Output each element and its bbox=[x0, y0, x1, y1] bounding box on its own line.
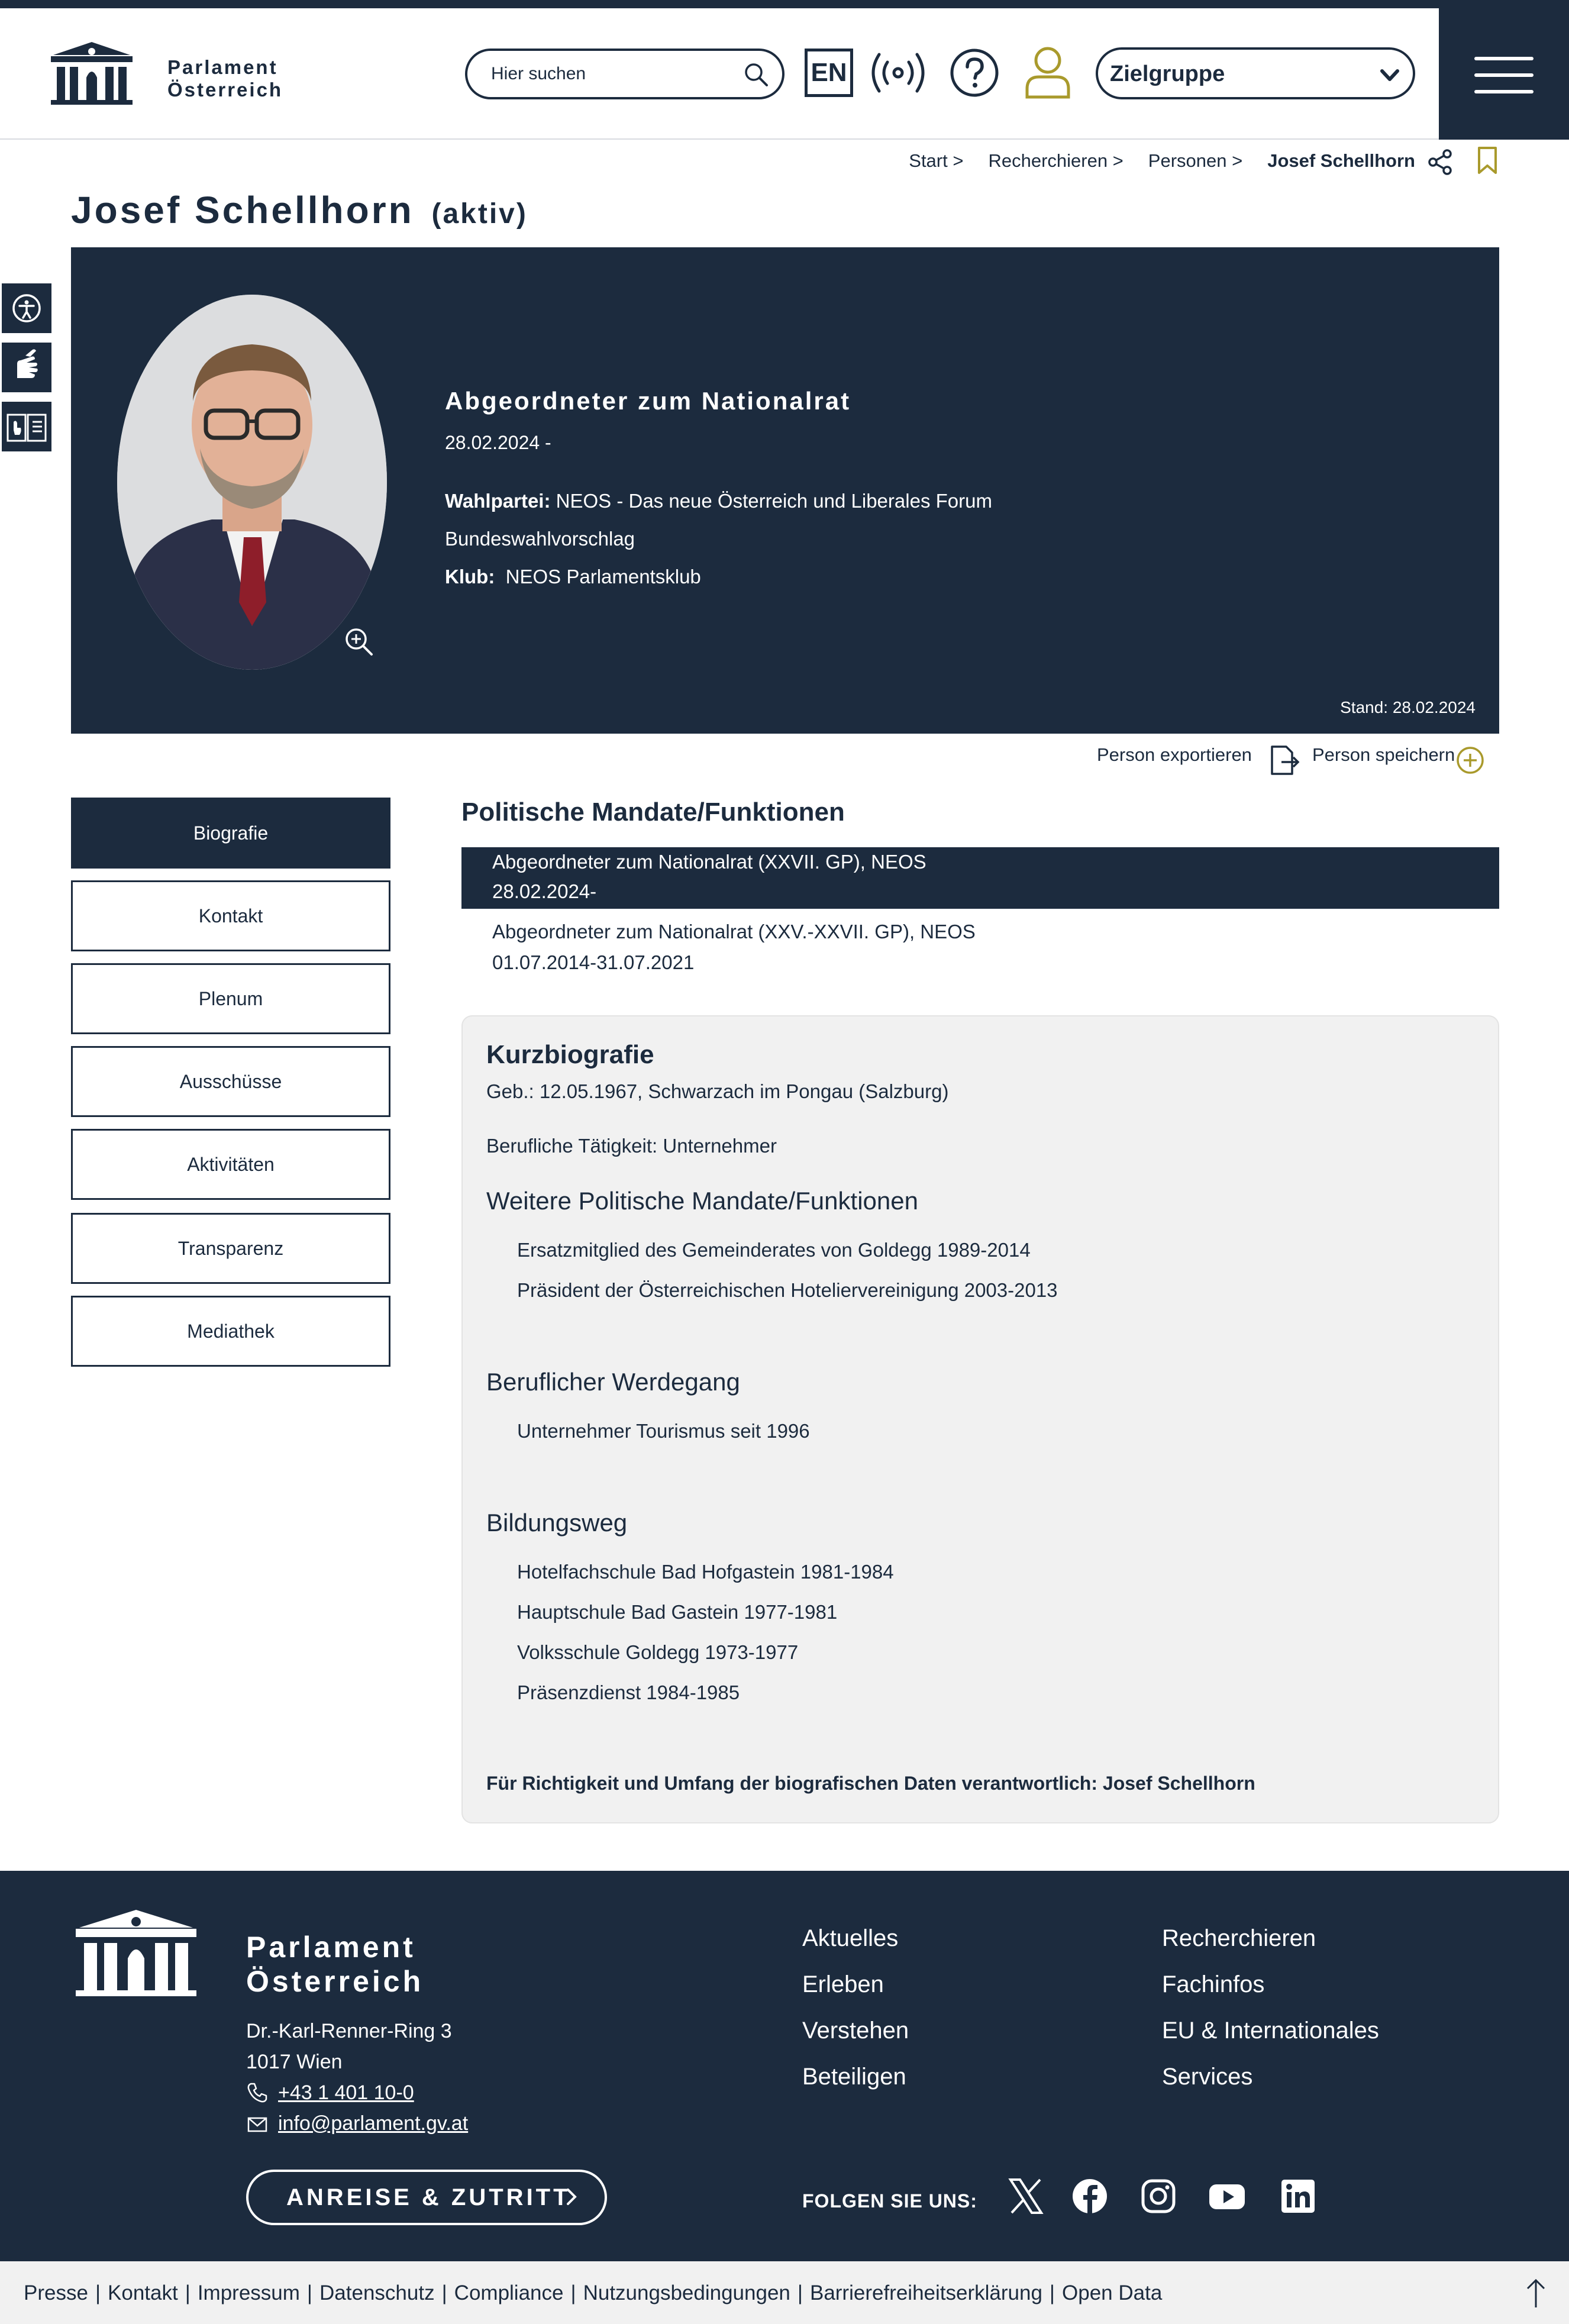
breadcrumb-personen[interactable]: Personen > bbox=[1148, 150, 1243, 171]
portrait-image bbox=[117, 295, 387, 670]
chevron-right-icon bbox=[562, 2187, 581, 2206]
person-portrait[interactable] bbox=[117, 295, 387, 670]
footer-link-recherchieren[interactable]: Recherchieren bbox=[1162, 1925, 1316, 1951]
footer-brand-line2: Österreich bbox=[246, 1965, 424, 1998]
further-mandates-title: Weitere Politische Mandate/Funktionen bbox=[486, 1187, 918, 1215]
tab-biografie[interactable]: Biografie bbox=[71, 798, 390, 869]
list-item: Hotelfachschule Bad Hofgastein 1981-1984 bbox=[517, 1561, 894, 1583]
bio-born: Geb.: 12.05.1967, Schwarzach im Pongau (Salzburg) bbox=[486, 1080, 949, 1102]
legal-link-barrierefreiheit[interactable]: Barrierefreiheitserklärung bbox=[809, 2281, 1042, 2304]
party-label: Wahlpartei: bbox=[445, 490, 551, 512]
anreise-label: ANREISE & ZUTRITT bbox=[286, 2184, 571, 2210]
list-item: Präsident der Österreichischen Hoteliervereinigung 2003-2013 bbox=[517, 1279, 1058, 1301]
legal-link-impressum[interactable]: Impressum bbox=[197, 2281, 300, 2304]
facebook-icon[interactable] bbox=[1071, 2177, 1109, 2215]
footer-link-beteiligen[interactable]: Beteiligen bbox=[802, 2064, 906, 2090]
add-circle-icon[interactable] bbox=[1455, 745, 1485, 775]
sign-language-icon bbox=[2, 343, 51, 392]
mail-icon bbox=[246, 2113, 269, 2136]
bio-footnote: Für Richtigkeit und Umfang der biografischen Daten verantwortlich: Josef Schellhorn bbox=[486, 1773, 1255, 1794]
mandate-item[interactable] bbox=[461, 915, 1499, 981]
list-item: Volksschule Goldegg 1973-1977 bbox=[517, 1641, 799, 1663]
separator: | bbox=[570, 2281, 576, 2304]
x-icon[interactable] bbox=[1007, 2177, 1045, 2215]
instagram-icon[interactable] bbox=[1139, 2177, 1177, 2215]
linkedin-icon[interactable] bbox=[1279, 2177, 1317, 2215]
logo-line1: Parlament bbox=[167, 56, 278, 78]
club-label: Klub: bbox=[445, 566, 495, 588]
broadcast-icon[interactable] bbox=[869, 47, 928, 98]
top-line bbox=[0, 0, 1569, 8]
legal-bar bbox=[0, 2261, 1569, 2324]
menu-icon-line bbox=[1474, 73, 1534, 77]
footer-link-fachinfos[interactable]: Fachinfos bbox=[1162, 1971, 1265, 1997]
person-status: (aktiv) bbox=[431, 198, 528, 230]
footer-link-services[interactable]: Services bbox=[1162, 2064, 1253, 2090]
separator: | bbox=[185, 2281, 191, 2304]
mandate-item-active[interactable] bbox=[461, 847, 1499, 909]
tab-plenum[interactable]: Plenum bbox=[71, 963, 390, 1034]
person-name: Josef Schellhorn bbox=[71, 189, 414, 231]
party-line bbox=[445, 490, 992, 512]
legal-link-opendata[interactable]: Open Data bbox=[1062, 2281, 1163, 2304]
footer-street: Dr.-Karl-Renner-Ring 3 bbox=[246, 2020, 452, 2042]
footer-link-eu[interactable]: EU & Internationales bbox=[1162, 2018, 1379, 2044]
club-value: NEOS Parlamentsklub bbox=[505, 566, 701, 588]
footer-logo-icon[interactable] bbox=[71, 1904, 201, 1999]
footer-brand-line1: Parlament bbox=[246, 1931, 416, 1964]
export-icon[interactable] bbox=[1267, 744, 1300, 777]
share-icon[interactable] bbox=[1426, 148, 1454, 176]
separator: | bbox=[797, 2281, 803, 2304]
footer-phone-link[interactable]: +43 1 401 10-0 bbox=[278, 2081, 414, 2104]
tab-transparenz[interactable]: Transparenz bbox=[71, 1213, 390, 1284]
easy-language-icon bbox=[2, 402, 51, 451]
youtube-icon[interactable] bbox=[1208, 2177, 1246, 2215]
role-title: Abgeordneter zum Nationalrat bbox=[445, 387, 851, 415]
party-value: NEOS - Das neue Österreich und Liberales Forum bbox=[556, 490, 992, 512]
legal-link-presse[interactable]: Presse bbox=[24, 2281, 88, 2304]
list-item: Unternehmer Tourismus seit 1996 bbox=[517, 1420, 810, 1442]
mandate-line1: Abgeordneter zum Nationalrat (XXV.-XXVII. GP), NEOS bbox=[492, 921, 976, 942]
chevron-down-icon bbox=[1377, 63, 1402, 88]
legal-link-datenschutz[interactable]: Datenschutz bbox=[319, 2281, 435, 2304]
footer-email-link[interactable]: info@parlament.gv.at bbox=[278, 2112, 469, 2135]
search-icon[interactable] bbox=[743, 62, 769, 88]
footer-brand bbox=[246, 1930, 424, 1999]
help-icon[interactable] bbox=[949, 47, 1000, 98]
user-icon[interactable] bbox=[1024, 45, 1072, 99]
parliament-logo-icon bbox=[47, 38, 136, 107]
legal-link-kontakt[interactable]: Kontakt bbox=[108, 2281, 178, 2304]
anreise-button[interactable] bbox=[246, 2170, 607, 2225]
site-footer bbox=[0, 1871, 1569, 2261]
tab-ausschuesse[interactable]: Ausschüsse bbox=[71, 1046, 390, 1117]
breadcrumb-recherchieren[interactable]: Recherchieren > bbox=[988, 150, 1124, 171]
sign-language-button[interactable] bbox=[0, 341, 53, 394]
logo-line2: Österreich bbox=[167, 79, 283, 101]
audience-label: Zielgruppe bbox=[1110, 62, 1225, 86]
bookmark-icon[interactable] bbox=[1474, 146, 1500, 176]
save-person-link[interactable]: Person speichern bbox=[1312, 744, 1455, 765]
menu-icon bbox=[1474, 57, 1534, 60]
bio-job: Berufliche Tätigkeit: Unternehmer bbox=[486, 1135, 777, 1157]
phone-icon bbox=[246, 2081, 269, 2104]
bio-title: Kurzbiografie bbox=[486, 1040, 654, 1069]
legal-link-compliance[interactable]: Compliance bbox=[454, 2281, 564, 2304]
footer-link-aktuelles[interactable]: Aktuelles bbox=[802, 1925, 899, 1951]
separator: | bbox=[441, 2281, 447, 2304]
language-button[interactable]: EN bbox=[805, 49, 853, 97]
separator: | bbox=[1049, 2281, 1055, 2304]
tab-aktivitaeten[interactable]: Aktivitäten bbox=[71, 1129, 390, 1200]
mandate-line2: 28.02.2024- bbox=[492, 880, 597, 902]
search-box[interactable] bbox=[465, 49, 784, 99]
footer-link-verstehen[interactable]: Verstehen bbox=[802, 2018, 909, 2044]
mandate-line2: 01.07.2014-31.07.2021 bbox=[492, 951, 695, 973]
mandates-title: Politische Mandate/Funktionen bbox=[461, 798, 845, 827]
accessibility-icon bbox=[2, 283, 51, 333]
mandate-line1: Abgeordneter zum Nationalrat (XXVII. GP), NEOS bbox=[492, 851, 926, 873]
menu-icon-line bbox=[1474, 90, 1534, 93]
menu-button[interactable] bbox=[1439, 8, 1569, 140]
zoom-in-icon[interactable] bbox=[343, 626, 375, 658]
tab-mediathek[interactable]: Mediathek bbox=[71, 1296, 390, 1367]
legal-links bbox=[24, 2281, 1162, 2305]
separator: | bbox=[306, 2281, 313, 2304]
separator: | bbox=[95, 2281, 101, 2304]
party-line2: Bundeswahlvorschlag bbox=[445, 528, 635, 550]
list-item: Ersatzmitglied des Gemeinderates von Goldegg 1989-2014 bbox=[517, 1239, 1031, 1261]
arrow-up-icon[interactable] bbox=[1523, 2277, 1549, 2310]
audience-select[interactable] bbox=[1096, 47, 1415, 99]
role-date: 28.02.2024 - bbox=[445, 432, 551, 453]
short-biography bbox=[461, 1015, 1499, 1823]
club-line bbox=[445, 566, 701, 588]
list-item: Präsenzdienst 1984-1985 bbox=[517, 1681, 740, 1703]
search-input[interactable] bbox=[491, 60, 728, 88]
breadcrumb-start[interactable]: Start > bbox=[909, 150, 964, 171]
follow-us-label: FOLGEN SIE UNS: bbox=[802, 2190, 977, 2212]
tab-kontakt[interactable]: Kontakt bbox=[71, 880, 390, 951]
footer-city: 1017 Wien bbox=[246, 2051, 343, 2073]
list-item: Hauptschule Bad Gastein 1977-1981 bbox=[517, 1601, 838, 1623]
education-title: Bildungsweg bbox=[486, 1509, 628, 1537]
accessibility-button[interactable] bbox=[0, 282, 53, 335]
export-person-link[interactable]: Person exportieren bbox=[1097, 744, 1252, 765]
career-title: Beruflicher Werdegang bbox=[486, 1368, 740, 1396]
legal-link-nutzungsbedingungen[interactable]: Nutzungsbedingungen bbox=[583, 2281, 790, 2304]
breadcrumb-current: Josef Schellhorn bbox=[1267, 150, 1415, 171]
person-hero bbox=[71, 247, 1499, 734]
stand-date: Stand: 28.02.2024 bbox=[1340, 698, 1476, 716]
footer-link-erleben[interactable]: Erleben bbox=[802, 1971, 884, 1997]
easy-language-button[interactable] bbox=[0, 400, 53, 453]
parliament-logo[interactable] bbox=[47, 33, 284, 109]
page-title bbox=[71, 188, 528, 232]
breadcrumb bbox=[884, 150, 1415, 172]
